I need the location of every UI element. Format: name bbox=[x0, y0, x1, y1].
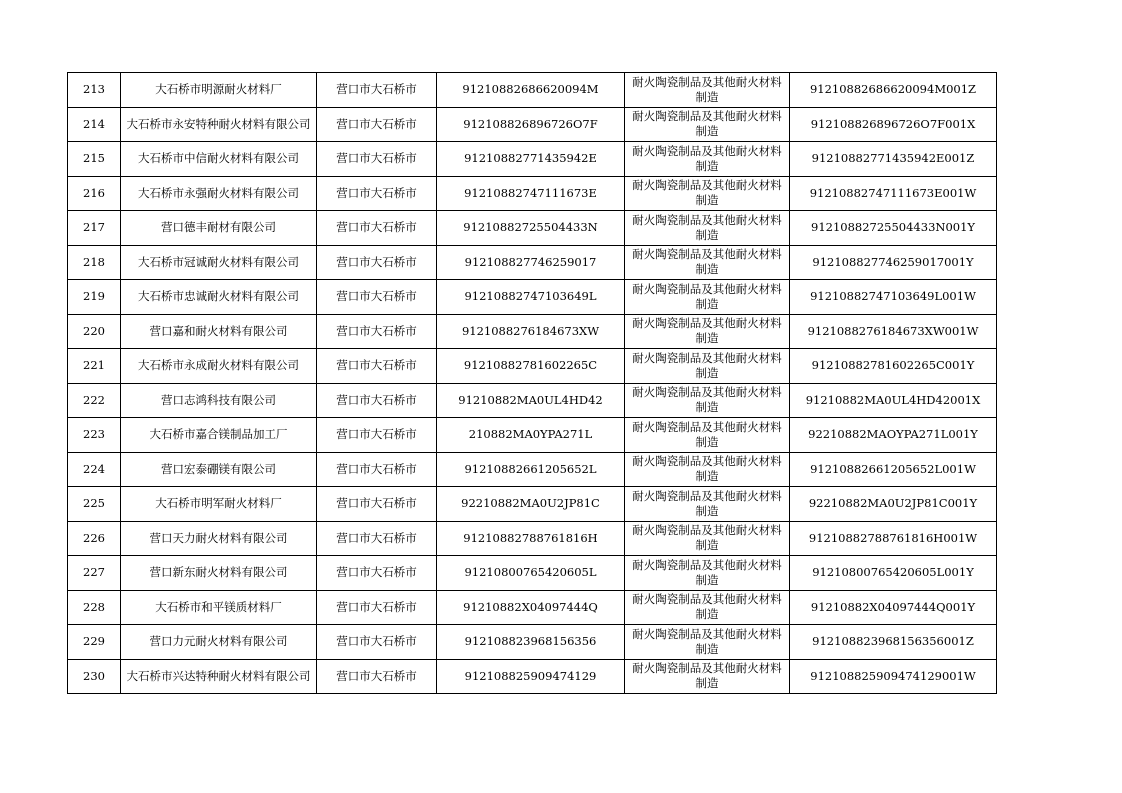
company-name: 营口力元耐火材料有限公司 bbox=[121, 625, 317, 660]
company-name: 营口志鸿科技有限公司 bbox=[121, 383, 317, 418]
industry: 耐火陶瓷制品及其他耐火材料制造 bbox=[625, 556, 790, 591]
credit-code: 91210882747111673E bbox=[437, 176, 625, 211]
permit-number: 91210882725504433N001Y bbox=[790, 211, 997, 246]
permit-number: 91210882747103649L001W bbox=[790, 280, 997, 315]
credit-code: 912108826896726O7F bbox=[437, 107, 625, 142]
permit-table bbox=[67, 72, 997, 694]
row-number: 223 bbox=[68, 418, 121, 453]
row-number: 222 bbox=[68, 383, 121, 418]
region: 营口市大石桥市 bbox=[317, 314, 437, 349]
row-number: 215 bbox=[68, 142, 121, 177]
permit-number: 91210882771435942E001Z bbox=[790, 142, 997, 177]
credit-code: 91210882747103649L bbox=[437, 280, 625, 315]
industry: 耐火陶瓷制品及其他耐火材料制造 bbox=[625, 211, 790, 246]
industry: 耐火陶瓷制品及其他耐火材料制造 bbox=[625, 659, 790, 694]
region: 营口市大石桥市 bbox=[317, 590, 437, 625]
industry: 耐火陶瓷制品及其他耐火材料制造 bbox=[625, 280, 790, 315]
industry: 耐火陶瓷制品及其他耐火材料制造 bbox=[625, 176, 790, 211]
company-name: 营口嘉和耐火材料有限公司 bbox=[121, 314, 317, 349]
credit-code: 91210882725504433N bbox=[437, 211, 625, 246]
row-number: 226 bbox=[68, 521, 121, 556]
table-row bbox=[68, 590, 997, 625]
credit-code: 91210882788761816H bbox=[437, 521, 625, 556]
row-number: 216 bbox=[68, 176, 121, 211]
table-row bbox=[68, 383, 997, 418]
permit-number: 91210882788761816H001W bbox=[790, 521, 997, 556]
industry: 耐火陶瓷制品及其他耐火材料制造 bbox=[625, 383, 790, 418]
permit-number: 91210882747111673E001W bbox=[790, 176, 997, 211]
permit-number: 91210882X04097444Q001Y bbox=[790, 590, 997, 625]
row-number: 217 bbox=[68, 211, 121, 246]
table-row bbox=[68, 142, 997, 177]
row-number: 229 bbox=[68, 625, 121, 660]
table-body bbox=[68, 73, 997, 694]
region: 营口市大石桥市 bbox=[317, 659, 437, 694]
row-number: 225 bbox=[68, 487, 121, 522]
credit-code: 91210882MA0UL4HD42 bbox=[437, 383, 625, 418]
credit-code: 91210882686620094M bbox=[437, 73, 625, 108]
industry: 耐火陶瓷制品及其他耐火材料制造 bbox=[625, 487, 790, 522]
permit-number: 912108825909474129001W bbox=[790, 659, 997, 694]
industry: 耐火陶瓷制品及其他耐火材料制造 bbox=[625, 142, 790, 177]
credit-code: 91210800765420605L bbox=[437, 556, 625, 591]
industry: 耐火陶瓷制品及其他耐火材料制造 bbox=[625, 73, 790, 108]
company-name: 大石桥市冠诚耐火材料有限公司 bbox=[121, 245, 317, 280]
credit-code: 912108827746259017 bbox=[437, 245, 625, 280]
table-row bbox=[68, 245, 997, 280]
credit-code: 912108825909474129 bbox=[437, 659, 625, 694]
row-number: 214 bbox=[68, 107, 121, 142]
company-name: 大石桥市中信耐火材料有限公司 bbox=[121, 142, 317, 177]
region: 营口市大石桥市 bbox=[317, 452, 437, 487]
table-row bbox=[68, 521, 997, 556]
permit-number: 91210882781602265C001Y bbox=[790, 349, 997, 384]
company-name: 大石桥市明军耐火材料厂 bbox=[121, 487, 317, 522]
credit-code: 210882MA0YPA271L bbox=[437, 418, 625, 453]
table-row bbox=[68, 73, 997, 108]
row-number: 224 bbox=[68, 452, 121, 487]
credit-code: 91210882781602265C bbox=[437, 349, 625, 384]
row-number: 219 bbox=[68, 280, 121, 315]
credit-code: 91210882X04097444Q bbox=[437, 590, 625, 625]
table-row bbox=[68, 211, 997, 246]
row-number: 218 bbox=[68, 245, 121, 280]
table-row bbox=[68, 452, 997, 487]
region: 营口市大石桥市 bbox=[317, 418, 437, 453]
permit-number: 912108823968156356001Z bbox=[790, 625, 997, 660]
region: 营口市大石桥市 bbox=[317, 625, 437, 660]
region: 营口市大石桥市 bbox=[317, 245, 437, 280]
credit-code: 912108823968156356 bbox=[437, 625, 625, 660]
region: 营口市大石桥市 bbox=[317, 280, 437, 315]
region: 营口市大石桥市 bbox=[317, 383, 437, 418]
industry: 耐火陶瓷制品及其他耐火材料制造 bbox=[625, 418, 790, 453]
company-name: 大石桥市兴达特种耐火材料有限公司 bbox=[121, 659, 317, 694]
region: 营口市大石桥市 bbox=[317, 142, 437, 177]
region: 营口市大石桥市 bbox=[317, 73, 437, 108]
permit-number: 9121088276184673XW001W bbox=[790, 314, 997, 349]
table-row bbox=[68, 659, 997, 694]
industry: 耐火陶瓷制品及其他耐火材料制造 bbox=[625, 625, 790, 660]
company-name: 营口天力耐火材料有限公司 bbox=[121, 521, 317, 556]
industry: 耐火陶瓷制品及其他耐火材料制造 bbox=[625, 314, 790, 349]
industry: 耐火陶瓷制品及其他耐火材料制造 bbox=[625, 590, 790, 625]
company-name: 营口新东耐火材料有限公司 bbox=[121, 556, 317, 591]
industry: 耐火陶瓷制品及其他耐火材料制造 bbox=[625, 349, 790, 384]
row-number: 227 bbox=[68, 556, 121, 591]
region: 营口市大石桥市 bbox=[317, 521, 437, 556]
permit-number: 912108827746259017001Y bbox=[790, 245, 997, 280]
permit-number: 91210882661205652L001W bbox=[790, 452, 997, 487]
region: 营口市大石桥市 bbox=[317, 487, 437, 522]
company-name: 大石桥市永强耐火材料有限公司 bbox=[121, 176, 317, 211]
row-number: 228 bbox=[68, 590, 121, 625]
industry: 耐火陶瓷制品及其他耐火材料制造 bbox=[625, 107, 790, 142]
row-number: 213 bbox=[68, 73, 121, 108]
credit-code: 91210882771435942E bbox=[437, 142, 625, 177]
table-row bbox=[68, 176, 997, 211]
region: 营口市大石桥市 bbox=[317, 349, 437, 384]
industry: 耐火陶瓷制品及其他耐火材料制造 bbox=[625, 452, 790, 487]
table-row bbox=[68, 107, 997, 142]
permit-number: 92210882MAOYPA271L001Y bbox=[790, 418, 997, 453]
industry: 耐火陶瓷制品及其他耐火材料制造 bbox=[625, 521, 790, 556]
company-name: 大石桥市和平镁质材料厂 bbox=[121, 590, 317, 625]
row-number: 220 bbox=[68, 314, 121, 349]
company-name: 大石桥市明源耐火材料厂 bbox=[121, 73, 317, 108]
company-name: 营口宏泰硼镁有限公司 bbox=[121, 452, 317, 487]
permit-number: 92210882MA0U2JP81C001Y bbox=[790, 487, 997, 522]
region: 营口市大石桥市 bbox=[317, 556, 437, 591]
permit-number: 912108826896726O7F001X bbox=[790, 107, 997, 142]
table-row bbox=[68, 280, 997, 315]
credit-code: 91210882661205652L bbox=[437, 452, 625, 487]
company-name: 大石桥市永成耐火材料有限公司 bbox=[121, 349, 317, 384]
region: 营口市大石桥市 bbox=[317, 211, 437, 246]
permit-number: 91210882MA0UL4HD42001X bbox=[790, 383, 997, 418]
region: 营口市大石桥市 bbox=[317, 107, 437, 142]
company-name: 大石桥市嘉合镁制品加工厂 bbox=[121, 418, 317, 453]
table-row bbox=[68, 418, 997, 453]
region: 营口市大石桥市 bbox=[317, 176, 437, 211]
row-number: 221 bbox=[68, 349, 121, 384]
table-row bbox=[68, 349, 997, 384]
table-row bbox=[68, 314, 997, 349]
permit-number: 91210800765420605L001Y bbox=[790, 556, 997, 591]
company-name: 大石桥市忠诚耐火材料有限公司 bbox=[121, 280, 317, 315]
company-name: 大石桥市永安特种耐火材料有限公司 bbox=[121, 107, 317, 142]
industry: 耐火陶瓷制品及其他耐火材料制造 bbox=[625, 245, 790, 280]
table-row bbox=[68, 487, 997, 522]
table-row bbox=[68, 556, 997, 591]
credit-code: 92210882MA0U2JP81C bbox=[437, 487, 625, 522]
row-number: 230 bbox=[68, 659, 121, 694]
company-name: 营口德丰耐材有限公司 bbox=[121, 211, 317, 246]
permit-number: 91210882686620094M001Z bbox=[790, 73, 997, 108]
credit-code: 9121088276184673XW bbox=[437, 314, 625, 349]
table-row bbox=[68, 625, 997, 660]
